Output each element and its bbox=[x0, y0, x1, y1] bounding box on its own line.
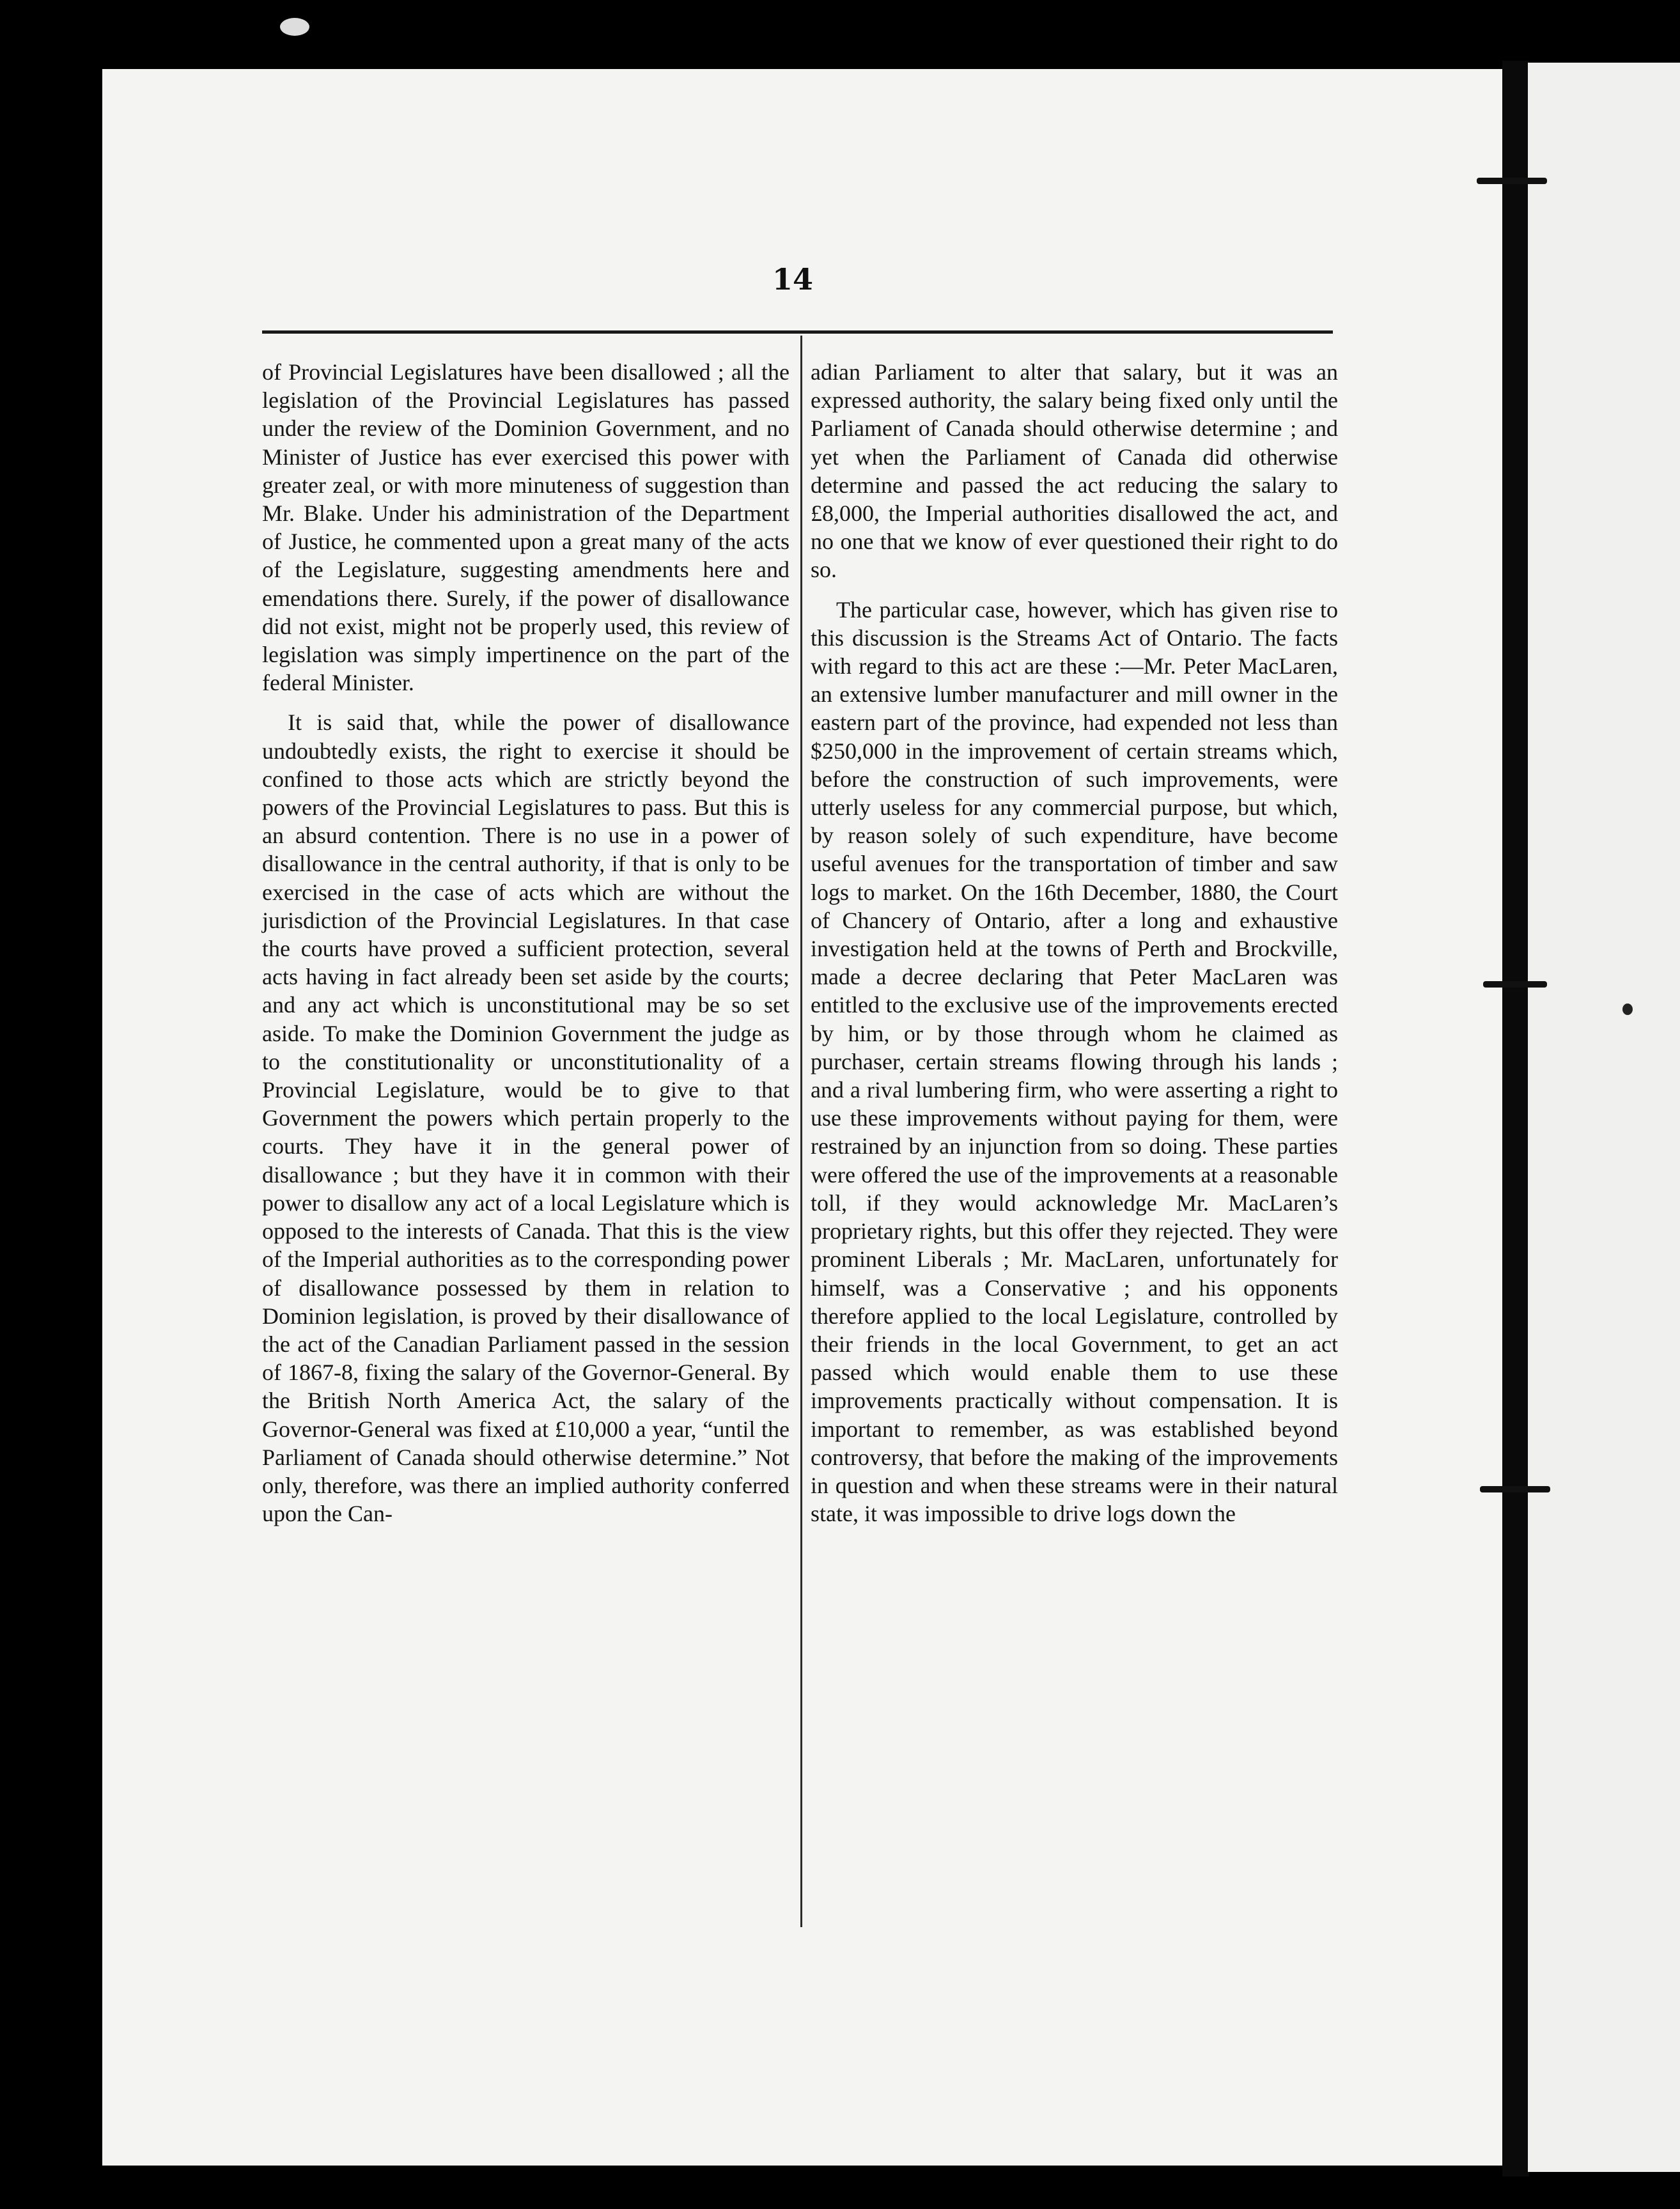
header-rule bbox=[262, 330, 1333, 334]
ink-speck bbox=[280, 18, 309, 36]
paragraph: It is said that, while the power of disallowance undoubtedly exists, the right to exercise it should be confined to those acts which are strictly beyond the powers of the Provincial Legislatures to pass. But this is an absurd contention. There is no use in a power of disallowance in the central authority, if that is only to be exercised in the case of acts which are without the jurisdiction of the Provincial Legislatures. In that case the courts have proved a sufficient protection, several acts having in fact already been set aside by the courts; and any act which is unconstitutional may be so set aside. To make the Dominion Government the judge as to the constitutionality or unconstitutionality of a Provincial Legislature, would be to give to that Government the powers which pertain properly to the courts. They have it in the general power of disallowance ; but they have it in common with their power to disallow any act of a local Legislature which is opposed to the interests of Canada. That this is the view of the Imperial authorities as to the corresponding power of disallowance possessed by them in relation to Dominion legislation, is proved by their disallowance of the act of the Canadian Parliament passed in the session of 1867-8, fixing the salary of the Governor-General. By the British North America Act, the salary of the Governor-General was fixed at £10,000 a year, “until the Parliament of Canada should otherwise determine.” Not only, therefore, was there an implied authority conferred upon the Can- bbox=[262, 709, 789, 1527]
facing-page-edge bbox=[1528, 63, 1680, 2172]
page-number: 14 bbox=[772, 262, 813, 297]
paragraph: of Provincial Legislatures have been disallowed ; all the legislation of the Provincial Legislatures has passed under the review of the Dominion Government, and no Minister of Justice has ever exercised this power with greater zeal, or with more minuteness of suggestion than Mr. Blake. Under his administration of the Department of Justice, he commented upon a great many of the acts of the Legislature, suggesting amendments here and emendations there. Surely, if the power of disallowance did not exist, might not be properly used, this review of legislation was simply impertinence on the part of the federal Minister. bbox=[262, 359, 789, 696]
binding-gutter bbox=[1502, 61, 1529, 2176]
left-column bbox=[262, 358, 789, 1528]
right-column bbox=[811, 358, 1338, 1528]
binding-stitch bbox=[1477, 178, 1547, 184]
column-divider bbox=[800, 336, 802, 1927]
binding-stitch bbox=[1483, 981, 1547, 988]
paragraph: adian Parliament to alter that salary, but it was an expressed authority, the salary being fixed only until the Parliament of Canada should otherwise determine ; and yet when the Parliament of Canada did otherwise determine and passed the act reducing the salary to £8,000, the Imperial authorities disallowed the act, and no one that we know of ever questioned their right to do so. bbox=[811, 359, 1338, 583]
paragraph: The particular case, however, which has given rise to this discussion is the Streams Act of Ontario. The facts with regard to this act are these :—Mr. Peter MacLaren, an extensive lumber manufacturer and mill owner in the eastern part of the province, had expended not less than $250,000 in the improvement of certain streams which, before the construction of such improvements, were utterly useless for any commercial purpose, but which, by reason solely of such expenditure, have become useful avenues for the transportation of timber and saw logs to market. On the 16th December, 1880, the Court of Chancery of Ontario, after a long and exhaustive investigation held at the towns of Perth and Brockville, made a decree declaring that Peter MacLaren was entitled to the exclusive use of the improvements erected by him, or by those through whom he claimed as purchaser, certain streams flowing through his lands ; and a rival lumbering firm, who were asserting a right to use these improvements without paying for them, were restrained by an injunction from so doing. These parties were offered the use of the improvements at a reasonable toll, if they would acknowledge Mr. MacLaren’s proprietary rights, but this offer they rejected. They were prominent Liberals ; Mr. MacLaren, unfortunately for himself, was a Conservative ; and his opponents therefore applied to the local Legislature, controlled by their friends in the local Government, to get an act passed which would enable them to use these improvements practically without compensation. It is important to remember, as was established beyond controversy, that before the making of the improvements in question and when these streams were in their natural state, it was impossible to drive logs down the bbox=[811, 596, 1338, 1527]
ink-speck bbox=[1622, 1004, 1633, 1015]
binding-stitch bbox=[1480, 1486, 1550, 1492]
